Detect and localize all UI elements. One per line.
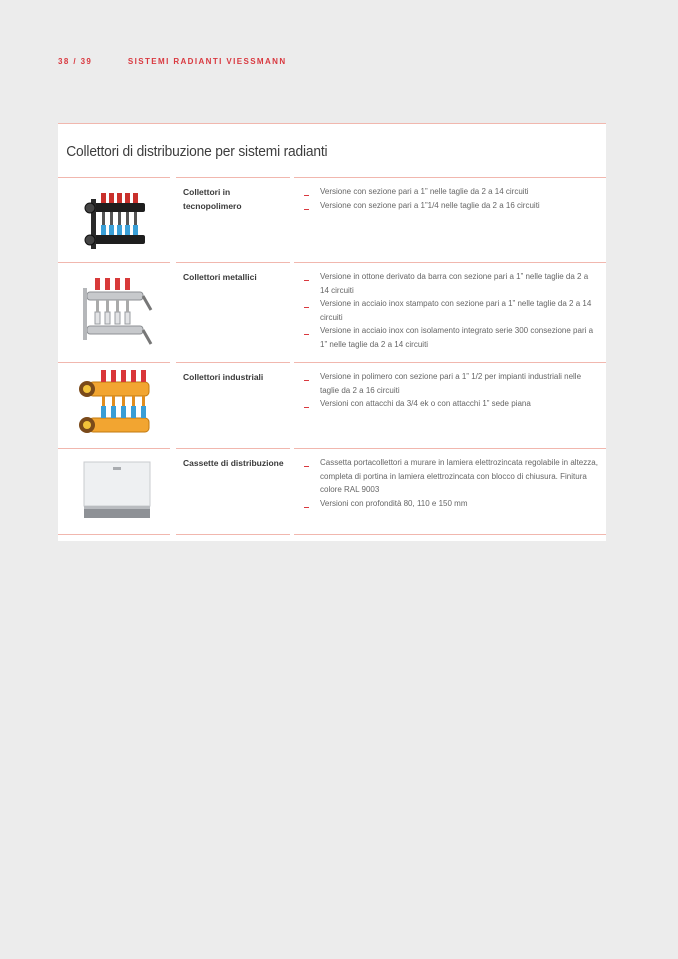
bullet-item: Versione con sezione pari a 1”1/4 nelle taglie da 2 a 16 circuiti bbox=[300, 199, 598, 213]
bullet-item: Versioni con attacchi da 3/4 ek o con attacchi 1” sede piana bbox=[300, 397, 598, 411]
product-name: Collettori metallici bbox=[183, 272, 257, 282]
product-image bbox=[58, 362, 176, 448]
product-row bbox=[58, 262, 606, 362]
black-manifold-icon bbox=[77, 185, 157, 255]
section-title: SISTEMI RADIANTI VIESSMANN bbox=[127, 57, 287, 66]
product-name: Collettori industriali bbox=[183, 372, 264, 382]
product-image bbox=[58, 262, 176, 362]
bullet-item: Versioni con profondità 80, 110 e 150 mm bbox=[300, 497, 598, 511]
product-description bbox=[294, 448, 606, 534]
product-image bbox=[58, 177, 176, 262]
bullet-item: Versione con sezione pari a 1” nelle taglie da 2 a 14 circuiti bbox=[300, 185, 598, 199]
product-name: Cassette di distribuzione bbox=[183, 458, 284, 468]
product-description bbox=[294, 362, 606, 448]
product-row bbox=[58, 177, 606, 262]
product-row bbox=[58, 362, 606, 448]
page-numbers: 38 / 39 bbox=[58, 57, 93, 66]
bullet-item: Versione in ottone derivato da barra con sezione pari a 1” nelle taglie da 2 a 14 circuiti bbox=[300, 270, 598, 297]
bullet-item: Versione in acciaio inox con isolamento integrato serie 300 consezione pari a 1” nelle taglie da 2 a 14 circuiti bbox=[300, 324, 598, 351]
bullet-item: Versione in acciaio inox stampato con sezione pari a 1” nelle taglie da 2 a 14 circuiti bbox=[300, 297, 598, 324]
panel-title: Collettori di distribuzione per sistemi radianti bbox=[66, 143, 328, 160]
product-name: Collettori in tecnopolimero bbox=[183, 187, 242, 211]
page-header bbox=[58, 57, 287, 66]
product-image bbox=[58, 448, 176, 534]
bullet-item: Cassetta portacollettori a murare in lamiera elettrozincata regolabile in altezza, completa di portina in lamiera elettrozincata con blocco di chiusura. Finitura colore RAL 9003 bbox=[300, 456, 598, 497]
product-description bbox=[294, 262, 606, 362]
industrial-manifold-icon bbox=[75, 364, 159, 446]
metal-manifold-icon bbox=[77, 270, 157, 354]
bullet-item: Versione in polimero con sezione pari a 1” 1/2 per impianti industriali nelle taglie da 2 a 16 circuiti bbox=[300, 370, 598, 397]
product-description bbox=[294, 177, 606, 262]
distribution-box-icon bbox=[82, 460, 152, 522]
product-row bbox=[58, 448, 606, 534]
products-panel bbox=[58, 123, 606, 541]
